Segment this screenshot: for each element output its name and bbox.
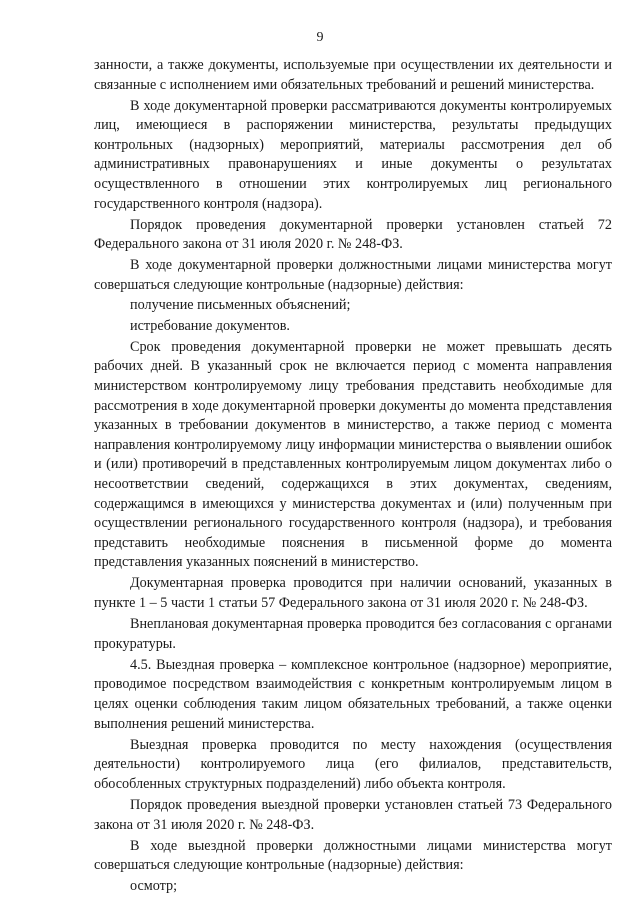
paragraph-5: Срок проведения документарной проверки не может превышать десять рабочих дней. В указанный срок не включается период с момента направления министерством контролируемому лицу требования представить необходимые для рассмотрения в ходе документарной проверки документы до момента представления указанных в требовании документов в министерство, а также период с момента направления контролируемому лицу информации министерства о выявлении ошибок и (или) противоречий в представленных контролируемым лицом документах либо о несоответствии сведений, содержащихся в этих документах, сведениям, содержащимся в имеющихся у министерства документах и (или) полученным при осуществлении регионального государственного контроля (надзора), и требования представить необходимые пояснения в письменной форме до момента представления указанных пояснений в министерство. <box>94 338 612 571</box>
list-item-3: осмотр; <box>130 878 178 895</box>
paragraph-9: Выездная проверка проводится по месту нахождения (осуществления деятельности) контролируемого лица (его филиалов, представительств, обособленных структурных подразделений) либо объекта контроля. <box>94 736 612 792</box>
document-body <box>94 56 612 897</box>
paragraph-1: занности, а также документы, используемые при осуществлении их деятельности и связанные с исполнением ими обязательных требований и решений министерства. <box>94 57 612 93</box>
paragraph-2: В ходе документарной проверки рассматриваются документы контролируемых лиц, имеющиеся в распоряжении министерства, результаты предыдущих контрольных (надзорных) мероприятий, материалы рассмотрения дел об административных правонарушениях и иные документы о результатах осуществленного в отношении этих контролируемых лиц регионального государственного контроля (надзора). <box>94 97 612 212</box>
page-number: 9 <box>316 30 324 45</box>
paragraph-10: Порядок проведения выездной проверки установлен статьей 73 Федерального закона от 31 июля 2020 г. № 248-ФЗ. <box>94 796 612 833</box>
paragraph-11: В ходе выездной проверки должностными лицами министерства могут совершаться следующие контрольные (надзорные) действия: <box>94 837 612 874</box>
list-item-2: истребование документов. <box>130 317 290 334</box>
paragraph-7: Внеплановая документарная проверка проводится без согласования с органами прокуратуры. <box>94 616 612 652</box>
list-item-1: получение письменных объяснений; <box>130 296 351 313</box>
paragraph-4: В ходе документарной проверки должностными лицами министерства могут совершаться следующие контрольные (надзорные) действия: <box>94 257 612 294</box>
paragraph-3: Порядок проведения документарной проверки установлен статьей 72 Федерального закона от 31 июля 2020 г. № 248-ФЗ. <box>94 216 612 253</box>
paragraph-6: Документарная проверка проводится при наличии оснований, указанных в пункте 1 – 5 части 1 статьи 57 Федерального закона от 31 июля 2020 г. № 248-ФЗ. <box>94 575 612 612</box>
paragraph-8: 4.5. Выездная проверка – комплексное контрольное (надзорное) мероприятие, проводимое посредством взаимодействия с конкретным контролируемым лицом в целях оценки соблюдения таким лицом обязательных требований, а также оценки выполнения решений министерства. <box>94 656 612 732</box>
